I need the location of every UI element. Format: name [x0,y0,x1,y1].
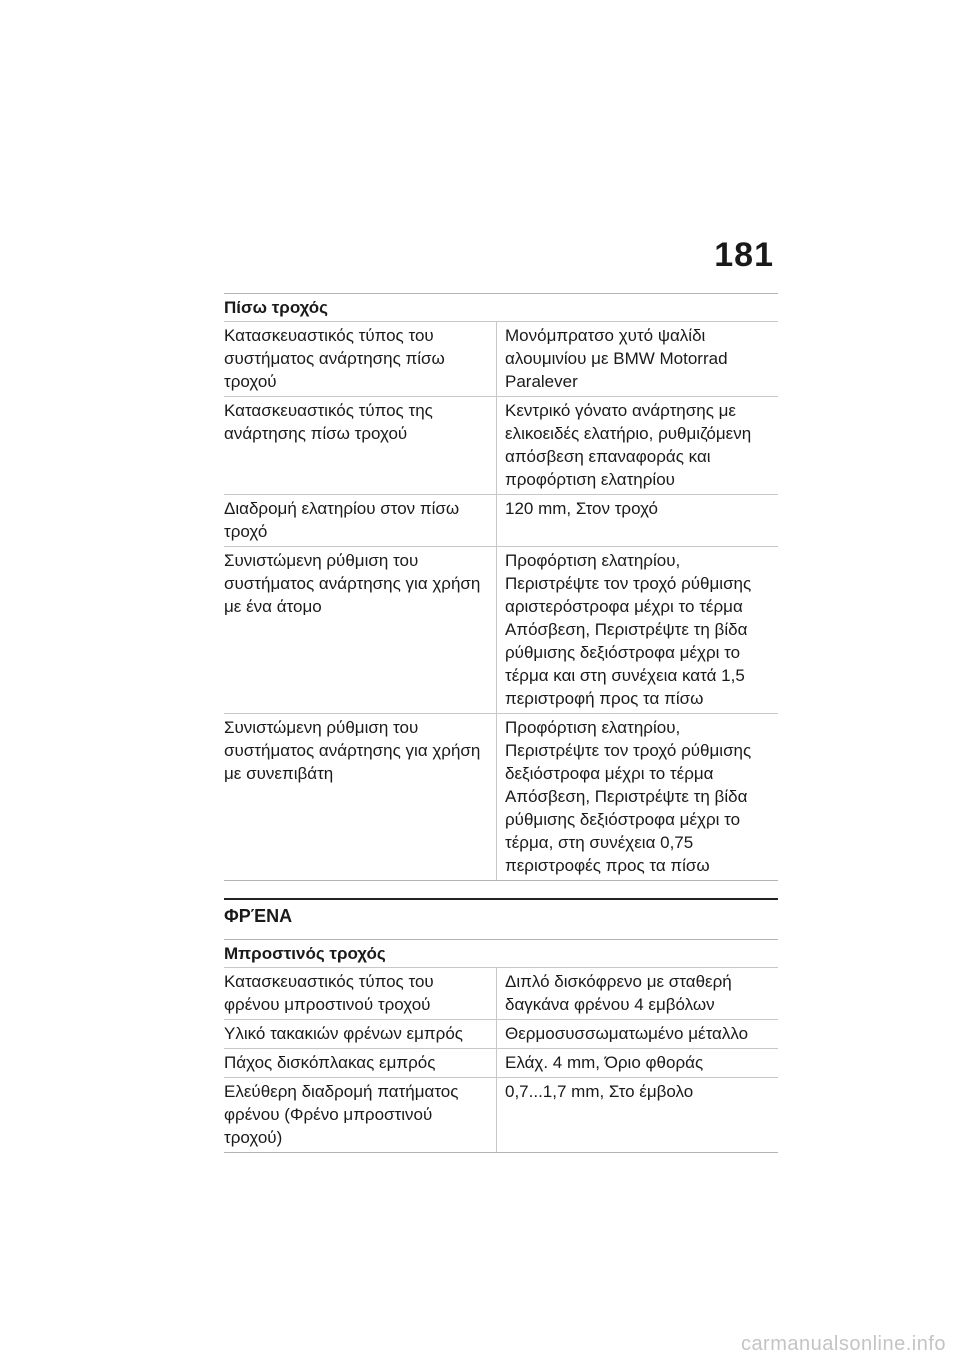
spec-key: Συνιστώμενη ρύθμιση του συστήματος ανάρτησης για χρήση με συνεπιβάτη [224,714,497,881]
spec-value: Κεντρικό γόνατο ανάρτησης με ελικοειδές ελατήριο, ρυθμιζόμενη απόσβεση επαναφοράς και προφόρτιση ελατηρίου [497,397,779,495]
table-row [224,1020,778,1049]
table-row [224,714,778,881]
spec-key: Συνιστώμενη ρύθμιση του συστήματος ανάρτησης για χρήση με ένα άτομο [224,547,497,714]
spec-value: Ελάχ. 4 mm, Όριο φθοράς [497,1049,779,1078]
rear-wheel-table [224,321,778,881]
table-row [224,495,778,547]
spec-key: Ελεύθερη διαδρομή πατήματος φρένου (Φρένο μπροστινού τροχού) [224,1078,497,1153]
spec-key: Κατασκευαστικός τύπος του συστήματος ανάρτησης πίσω τροχού [224,322,497,397]
spec-key: Κατασκευαστικός τύπος της ανάρτησης πίσω τροχού [224,397,497,495]
spec-content [224,293,778,1153]
spec-value: 0,7...1,7 mm, Στο έμβολο [497,1078,779,1153]
table-row [224,1049,778,1078]
page-number: 181 [714,236,774,274]
table-row [224,547,778,714]
spec-key: Υλικό τακακιών φρένων εμπρός [224,1020,497,1049]
watermark-logo: carmanualsonline.info [740,1333,946,1355]
spec-value: Διπλό δισκόφρενο με σταθερή δαγκάνα φρένου 4 εμβόλων [497,968,779,1020]
spec-value: Μονόμπρατσο χυτό ψαλίδι αλουμινίου με BMW Motorrad Paralever [497,322,779,397]
brakes-chapter-title: ΦΡΈΝΑ [224,898,778,927]
front-brake-table [224,967,778,1153]
spec-value: Θερμοσυσσωματωμένο μέταλλο [497,1020,779,1049]
table-row [224,397,778,495]
spec-value: Προφόρτιση ελατηρίου, Περιστρέψτε τον τροχό ρύθμισης αριστερόστροφα μέχρι το τέρμα Απόσβεση, Περιστρέψτε τη βίδα ρύθμισης δεξιόστροφα μέχρι το τέρμα και στη συνέχεια κατά 1,5 περιστροφή προς τα πίσω [497,547,779,714]
table-row [224,1078,778,1153]
front-wheel-brake-title: Μπροστινός τροχός [224,939,778,967]
spec-key: Κατασκευαστικός τύπος του φρένου μπροστινού τροχού [224,968,497,1020]
spec-key: Διαδρομή ελατηρίου στον πίσω τροχό [224,495,497,547]
spec-key: Πάχος δισκόπλακας εμπρός [224,1049,497,1078]
table-row [224,968,778,1020]
rear-wheel-title: Πίσω τροχός [224,293,778,321]
table-row [224,322,778,397]
spec-value: Προφόρτιση ελατηρίου, Περιστρέψτε τον τροχό ρύθμισης δεξιόστροφα μέχρι το τέρμα Απόσβεση, Περιστρέψτε τη βίδα ρύθμισης δεξιόστροφα μέχρι το τέρμα, στη συνέχεια 0,75 περιστροφές προς τα πίσω [497,714,779,881]
spec-value: 120 mm, Στον τροχό [497,495,779,547]
